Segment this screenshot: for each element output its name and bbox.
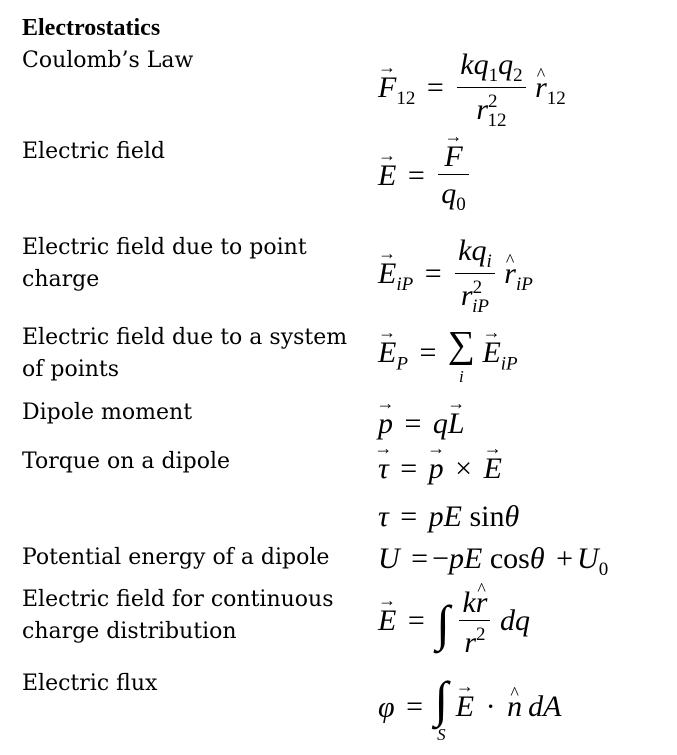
label-field-system-points: Electric field due to a system of points [22, 325, 348, 382]
formula-field-system: → $E_P$ = ∑ i → $E_{iP}$ [378, 326, 673, 385]
integral-symbol: ∫ S [434, 671, 449, 744]
formula-field-point-charge: → $E_{iP}$ = $\frac{kq_i}{r^2_{iP}}$ ^ $r_{iP}$ [378, 236, 673, 316]
formula-torque-magnitude: τ = pE sinθ [378, 500, 520, 533]
summation-symbol: ∑ i [447, 324, 475, 386]
unit-vector-r: ^ r [504, 259, 516, 289]
formula-dipole-moment: → p = q→ L [378, 409, 673, 439]
fraction: $\frac{k\^{} r}{r^2}$ [459, 588, 490, 658]
label-coulombs-law: Coulomb’s Law [22, 48, 194, 73]
vector-tau: → τ [378, 454, 389, 484]
fraction: $\frac{kq_1q_2}{r^2_{12}}$ [457, 50, 525, 130]
label-field-continuous: Electric field for continuous charge distribution [22, 587, 334, 644]
label-dipole-moment: Dipole moment [22, 400, 193, 425]
vector-L: → L [448, 409, 465, 439]
section-heading: Electrostatics [22, 15, 161, 41]
label-electric-flux: Electric flux [22, 671, 158, 696]
vector-E: → E [378, 259, 396, 289]
label-field-point-charge: Electric field due to point charge [22, 235, 307, 292]
formula-potential-energy: U = −pE $\cos\theta + U_0$ [378, 542, 609, 580]
unit-vector-n: ^ n [507, 692, 522, 722]
vector-E: → E [378, 338, 396, 368]
label-potential-energy-dipole: Potential energy of a dipole [22, 545, 330, 570]
formula-field-continuous: → E = ∫ $\frac{k\^{} r}{r^2}$ dq [378, 588, 673, 658]
vector-E: → E [378, 606, 396, 636]
unit-vector-r: ^ r [535, 73, 547, 103]
label-electric-field: Electric field [22, 139, 165, 164]
formula-electric-flux: φ = ∫ S → E · ^ n dA [378, 676, 673, 743]
vector-E: → E [378, 161, 396, 191]
formula-electric-field: → E = → $\frac{F}{q_0}$ [378, 142, 673, 214]
formula-coulombs-law: → $F_{12}$ = $\frac{kq_1q_2}{r^2_{12}}$ ^ $r_{12}$ [378, 50, 673, 130]
vector-p: → p [378, 409, 393, 439]
fraction: $\frac{kq_i}{r^2_{iP}}$ [455, 236, 495, 316]
vector-F: → F [378, 73, 396, 103]
label-torque-dipole: Torque on a dipole [22, 449, 231, 474]
integral-symbol: ∫ [436, 595, 450, 651]
fraction: → $\frac{F}{q_0}$ [438, 142, 469, 214]
formula-torque-dipole: → τ = → p × → E [378, 454, 673, 484]
